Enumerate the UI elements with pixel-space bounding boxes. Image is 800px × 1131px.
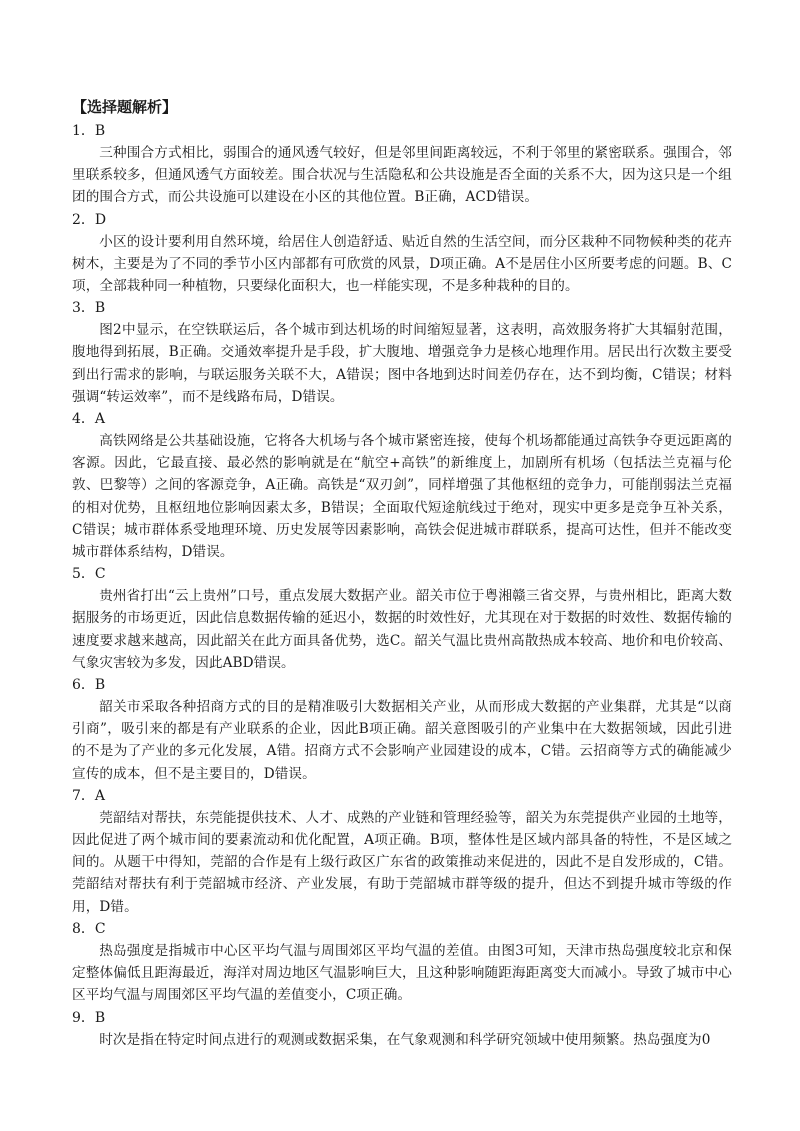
question-block bbox=[72, 408, 732, 563]
question-block bbox=[72, 785, 732, 918]
question-explanation: 莞韶结对帮扶，东莞能提供技术、人才、成熟的产业链和管理经验等，韶关为东莞提供产业园的土地等，因此促进了两个城市间的要素流动和优化配置，A项正确。B项，整体性是区域内部具备的特性，不是区域之间的。从题干中得知，莞韶的合作是有上级行政区广东省的政策推动来促进的，因此不是自发形成的，C错。莞韶结对帮扶有利于莞韶城市经济、产业发展，有助于莞韶城市群等级的提升，但达不到提升城市等级的作用，D错。 bbox=[72, 809, 732, 915]
question-block bbox=[72, 209, 732, 298]
question-explanation: 三种围合方式相比，弱围合的通风透气较好，但是邻里间距离较远，不利于邻里的紧密联系。强围合，邻里联系较多，但通风透气方面较差。围合状况与生活隐私和公共设施是否全面的关系不大，因为这只是一个组团的围合方式，而公共设施可以建设在小区的其他位置。B正确，ACD错误。 bbox=[72, 145, 732, 206]
question-number: 7．A bbox=[72, 787, 106, 804]
question-number: 3．B bbox=[72, 300, 106, 317]
question-number: 4．A bbox=[72, 411, 106, 428]
question-explanation: 贵州省打出“云上贵州”口号，重点发展大数据产业。韶关市位于粤湘赣三省交界，与贵州相比，距离大数据服务的市场更近，因此信息数据传输的延迟小，数据的时效性好，尤其现在对于数据的时效性、数据传输的速度要求越来越高，因此韶关在此方面具备优势，选C。韶关气温比贵州高散热成本较高、地价和电价较高、气象灾害较为多发，因此ABD错误。 bbox=[72, 588, 732, 671]
question-explanation: 韶关市采取各种招商方式的目的是精准吸引大数据相关产业，从而形成大数据的产业集群，尤其是“以商引商”，吸引来的都是有产业联系的企业，因此B项正确。韶关意图吸引的产业集中在大数据领域，因此引进的不是为了产业的多元化发展，A错。招商方式不会影响产业园建设的成本，C错。云招商等方式的确能减少宣传的成本，但不是主要目的，D错误。 bbox=[72, 699, 732, 782]
question-block bbox=[72, 1007, 732, 1051]
question-number: 2．D bbox=[72, 211, 107, 228]
question-explanation: 时次是指在特定时间点进行的观测或数据采集，在气象观测和科学研究领域中使用频繁。热岛强度为0 bbox=[99, 1031, 711, 1048]
question-number: 5．C bbox=[72, 566, 106, 583]
question-number: 1．B bbox=[72, 123, 106, 139]
question-explanation: 热岛强度是指城市中心区平均气温与周围郊区平均气温的差值。由图3可知，天津市热岛强度较北京和保定整体偏低且距海最近，海洋对周边地区气温影响巨大，且这种影响随距海距离变大而减小。导致了城市中心区平均气温与周围郊区平均气温的差值变小，C项正确。 bbox=[72, 942, 732, 1004]
question-block bbox=[72, 918, 732, 1007]
question-explanation: 高铁网络是公共基础设施，它将各大机场与各个城市紧密连接，使每个机场都能通过高铁争夺更远距离的客源。因此，它最直接、最必然的影响就是在“航空+高铁”的新维度上，加剧所有机场（包括法兰克福与伦敦、巴黎等）之间的客源竞争，A正确。高铁是“双刃剑”，同样增强了其他枢纽的竞争力，可能削弱法兰克福的相对优势，且枢纽地位影响因素太多，B错误；全面取代短途航线过于绝对，现实中更多是竞争互补关系，C错误；城市群体系受地理环境、历史发展等因素影响，高铁会促进城市群联系，提高可达性，但并不能改变城市群体系结构，D错误。 bbox=[72, 433, 732, 561]
question-block bbox=[72, 563, 732, 674]
section-title: 【选择题解析】 bbox=[72, 98, 178, 116]
answer-analysis-page bbox=[72, 96, 732, 1051]
question-explanation: 图2中显示，在空铁联运后，各个城市到达机场的时间缩短显著，这表明，高效服务将扩大其辐射范围，腹地得到拓展，B正确。交通效率提升是手段，扩大腹地、增强竞争力是核心地理作用。居民出行次数主要受到出行需求的影响，与联运服务关联不大，A错误；图中各地到达时间差仍存在，达不到均衡，C错误；材料强调“转运效率”，而不是线路布局，D错误。 bbox=[72, 322, 732, 405]
question-block bbox=[72, 120, 732, 209]
question-block bbox=[72, 674, 732, 785]
question-number: 6．B bbox=[72, 677, 106, 694]
question-number: 8．C bbox=[72, 920, 106, 937]
question-number: 9．B bbox=[72, 1009, 106, 1026]
question-block bbox=[72, 297, 732, 408]
question-explanation: 小区的设计要利用自然环境，给居住人创造舒适、贴近自然的生活空间，而分区栽种不同物候种类的花卉树木，主要是为了不同的季节小区内部都有可欣赏的风景，D项正确。A不是居住小区所要考虑的问题。B、C项，全部栽种同一种植物，只要绿化面积大，也一样能实现，不是多种栽种的目的。 bbox=[72, 233, 732, 295]
